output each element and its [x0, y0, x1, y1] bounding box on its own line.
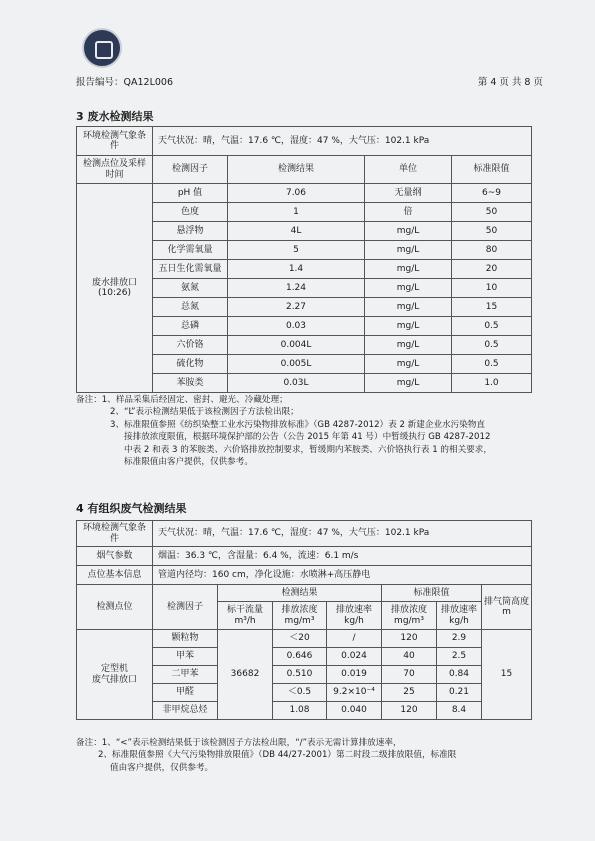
limit-conc-cell: 120 — [382, 630, 437, 648]
factor-cell: 苯胺类 — [153, 374, 228, 393]
conc-cell: ＜0.5 — [273, 684, 327, 702]
conditions-row — [77, 127, 532, 156]
limit-cell: 0.5 — [452, 317, 532, 336]
result-cell: 0.03L — [228, 374, 365, 393]
factor-cell: 颗粒物 — [153, 630, 218, 648]
limit-cell: 1.0 — [452, 374, 532, 393]
note-line: 3、标准限值参照《纺织染整工业水污染物排放标准》（GB 4287-2012）表 2 新建企业水污染物直 — [110, 419, 486, 430]
conditions-label: 环境检测气象条件 — [77, 521, 153, 547]
basic-info-label: 点位基本信息 — [77, 566, 153, 585]
header-row — [77, 585, 532, 602]
flue-row — [77, 547, 532, 566]
exhaust-table — [76, 520, 532, 720]
unit-cell: mg/L — [365, 374, 452, 393]
factor-cell: 二甲苯 — [153, 666, 218, 684]
limit-rate-cell: 2.5 — [437, 648, 482, 666]
conditions-row — [77, 521, 532, 547]
limit-rate-cell: 0.84 — [437, 666, 482, 684]
limit-cell: 50 — [452, 222, 532, 241]
subheader-flow — [218, 602, 273, 630]
factor-cell: 甲醛 — [153, 684, 218, 702]
sampling-point-name: 废水排放口 — [91, 277, 137, 288]
result-cell: 7.06 — [228, 184, 365, 203]
note-line: 标准限值由客户提供，仅供参考。 — [124, 457, 253, 468]
result-cell: 4L — [228, 222, 365, 241]
conc-cell: 1.08 — [273, 702, 327, 720]
section3-title: 3 废水检测结果 — [76, 110, 154, 123]
unit-cell: mg/L — [365, 317, 452, 336]
flow-cell: 36682 — [218, 630, 273, 720]
limit-cell: 50 — [452, 203, 532, 222]
subheader-conc-label: 排放浓度 — [281, 605, 318, 616]
note-line: 中表 2 和表 3 的苯胺类、六价铬排放控制要求，暂缓期内苯胺类、六价铬执行表 1 的相关要求， — [124, 444, 492, 455]
sampling-time: (10:26) — [98, 288, 131, 298]
unit-cell: mg/L — [365, 241, 452, 260]
limit-conc-cell: 120 — [382, 702, 437, 720]
header-limits: 标准限值 — [382, 585, 482, 602]
subheader-conc-unit: mg/m³ — [284, 615, 315, 626]
exhaust-point — [77, 630, 153, 720]
note-line: 值由客户提供，仅供参考。 — [110, 762, 214, 773]
flue-label: 烟气参数 — [77, 547, 153, 566]
result-cell: 0.004L — [228, 336, 365, 355]
subheader-flow-label: 标干流量 — [226, 605, 263, 616]
rate-cell: 9.2×10⁻⁴ — [327, 684, 382, 702]
subheader-limit-conc-unit: mg/m³ — [394, 615, 424, 626]
factor-cell: 化学需氧量 — [153, 241, 228, 260]
subheader-limit-rate-label: 排放速率 — [440, 605, 477, 616]
unit-cell: 无量纲 — [365, 184, 452, 203]
factor-cell: 六价铬 — [153, 336, 228, 355]
unit-cell: mg/L — [365, 336, 452, 355]
limit-cell: 80 — [452, 241, 532, 260]
report-number: 报告编号：QA12L006 — [76, 77, 173, 88]
subheader-rate-label: 排放速率 — [335, 605, 372, 616]
factor-cell: 氨氮 — [153, 279, 228, 298]
table-row — [77, 184, 532, 203]
note-line: 备注：1、样品采集后经固定、密封、避光、冷藏处理； — [76, 395, 288, 405]
basic-info-value: 管道内径均：160 cm，净化设施：水喷淋+高压静电 — [153, 566, 532, 585]
exhaust-point-name-2: 废气排放口 — [91, 674, 137, 685]
limit-conc-cell: 70 — [382, 666, 437, 684]
limit-cell: 0.5 — [452, 336, 532, 355]
header-limit: 标准限值 — [452, 156, 532, 184]
limit-cell: 10 — [452, 279, 532, 298]
limit-conc-cell: 25 — [382, 684, 437, 702]
rate-cell: / — [327, 630, 382, 648]
header-results: 检测结果 — [218, 585, 382, 602]
header-height: 排气筒高度 m — [482, 585, 532, 630]
result-cell: 5 — [228, 241, 365, 260]
subheader-conc — [273, 602, 327, 630]
unit-cell: 倍 — [365, 203, 452, 222]
note-line: 备注：1、“<”表示检测结果低于该检测因子方法检出限，“/”表示无需计算排放速率， — [76, 738, 402, 748]
factor-cell: 总氮 — [153, 298, 228, 317]
note-line: 2、标准限值参照《大气污染物排放限值》（DB 44/27-2001）第二时段二级排放限值，标准限 — [98, 750, 457, 761]
rate-cell: 0.019 — [327, 666, 382, 684]
limit-cell: 6~9 — [452, 184, 532, 203]
result-cell: 0.005L — [228, 355, 365, 374]
conc-cell: 0.646 — [273, 648, 327, 666]
conditions-value: 天气状况：晴，气温：17.6 ℃，湿度：47 %，大气压：102.1 kPa — [153, 521, 532, 547]
header-point: 检测点位 — [77, 585, 153, 630]
result-cell: 1.24 — [228, 279, 365, 298]
note-line: 2、“L”表示检测结果低于该检测因子方法检出限； — [110, 407, 299, 418]
wastewater-table — [76, 126, 532, 393]
result-cell: 0.03 — [228, 317, 365, 336]
header-factor: 检测因子 — [153, 156, 228, 184]
factor-cell: 总磷 — [153, 317, 228, 336]
height-cell: 15 — [482, 630, 532, 720]
limit-rate-cell: 0.21 — [437, 684, 482, 702]
unit-cell: mg/L — [365, 298, 452, 317]
result-cell: 2.27 — [228, 298, 365, 317]
company-logo — [82, 28, 122, 68]
limit-rate-cell: 2.9 — [437, 630, 482, 648]
factor-cell: 色度 — [153, 203, 228, 222]
flue-value: 烟温：36.3 ℃，含湿量：6.4 %，流速：6.1 m/s — [153, 547, 532, 566]
subheader-limit-rate-unit: kg/h — [449, 615, 469, 626]
header-unit: 单位 — [365, 156, 452, 184]
header-point: 检测点位及采样时间 — [77, 156, 153, 184]
sampling-point — [77, 184, 153, 393]
basic-info-row — [77, 566, 532, 585]
section4-title: 4 有组织废气检测结果 — [76, 502, 187, 515]
header-result: 检测结果 — [228, 156, 365, 184]
section3-notes — [76, 394, 536, 469]
conc-cell: 0.510 — [273, 666, 327, 684]
exhaust-point-name: 定型机 — [100, 664, 128, 675]
rate-cell: 0.024 — [327, 648, 382, 666]
factor-cell: 悬浮物 — [153, 222, 228, 241]
result-cell: 1 — [228, 203, 365, 222]
limit-conc-cell: 40 — [382, 648, 437, 666]
subheader-flow-unit: m³/h — [234, 615, 256, 626]
limit-cell: 15 — [452, 298, 532, 317]
rate-cell: 0.040 — [327, 702, 382, 720]
conditions-value: 天气状况：晴，气温：17.6 ℃，湿度：47 %，大气压：102.1 kPa — [153, 127, 532, 156]
result-cell: 1.4 — [228, 260, 365, 279]
factor-cell: pH 值 — [153, 184, 228, 203]
unit-cell: mg/L — [365, 279, 452, 298]
page-number: 第 4 页 共 8 页 — [477, 77, 543, 88]
conditions-label: 环境检测气象条件 — [77, 127, 153, 156]
subheader-rate — [327, 602, 382, 630]
limit-rate-cell: 8.4 — [437, 702, 482, 720]
header-row — [77, 156, 532, 184]
subheader-limit-conc — [382, 602, 437, 630]
unit-cell: mg/L — [365, 355, 452, 374]
factor-cell: 甲苯 — [153, 648, 218, 666]
limit-cell: 0.5 — [452, 355, 532, 374]
factor-cell: 硫化物 — [153, 355, 228, 374]
section4-notes — [76, 737, 536, 774]
unit-cell: mg/L — [365, 222, 452, 241]
subheader-limit-conc-label: 排放浓度 — [390, 605, 427, 616]
subheader-limit-rate — [437, 602, 482, 630]
subheader-rate-unit: kg/h — [344, 615, 364, 626]
conc-cell: ＜20 — [273, 630, 327, 648]
unit-cell: mg/L — [365, 260, 452, 279]
limit-cell: 20 — [452, 260, 532, 279]
table-row — [77, 630, 532, 648]
factor-cell: 五日生化需氧量 — [153, 260, 228, 279]
note-line: 接排放浓度限值，根据环境保护部的公告（公告 2015 年第 41 号）中暂缓执行 GB 4287-2012 — [124, 432, 491, 443]
header-factor: 检测因子 — [153, 585, 218, 630]
factor-cell: 非甲烷总烃 — [153, 702, 218, 720]
